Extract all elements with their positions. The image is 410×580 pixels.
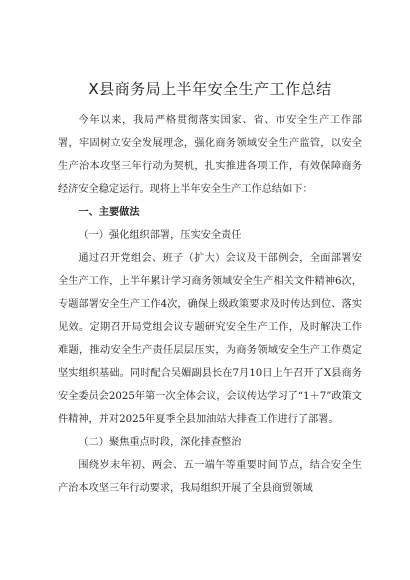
subsection-heading-inspection: （二）聚焦重点时段，深化排查整治 <box>78 437 242 448</box>
document-title: X县商务局上半年安全生产工作总结 <box>88 80 332 98</box>
subsection-body-organization: 通过召开党组会、班子（扩大）会议及干部例会，全面部署安全生产工作，上半年累计学习商务领域安全生产相关文件精神6次，专题部署安全生产工作4次，确保上级政策要求及时传达到位、落实见效。定期召开局党组会议专题研究安全生产工作，及时解决工作难题，推动安全生产责任层层压实，为商务领域安全生产工作奠定坚实组织基础。同时配合吴媚副县长在7月10日上午召开了X县商务安全委员会2025年第一次全体会议，会议传达学习了“1＋7”政策文件精神，并对2025年夏季全县加油站大排查工作进行了部署。 <box>58 253 362 425</box>
subsection-body-inspection: 围绕岁末年初、两会、五一端午等重要时间节点，结合安全生产治本攻坚三年行动要求，我局组织开展了全县商贸领域 <box>58 460 362 494</box>
subsection-heading-organization: （一）强化组织部署，压实安全责任 <box>78 230 242 241</box>
intro-paragraph: 今年以来，我局严格贯彻落实国家、省、市安全生产工作部署，牢固树立安全发展理念，强化商务领域安全生产监管，以安全生产治本攻坚三年行动为契机，扎实推进各项工作，有效保障商务经济安全稳定运行。现将上半年安全生产工作总结如下： <box>58 115 362 195</box>
section-heading-main-practices: 一、主要做法 <box>78 207 140 218</box>
